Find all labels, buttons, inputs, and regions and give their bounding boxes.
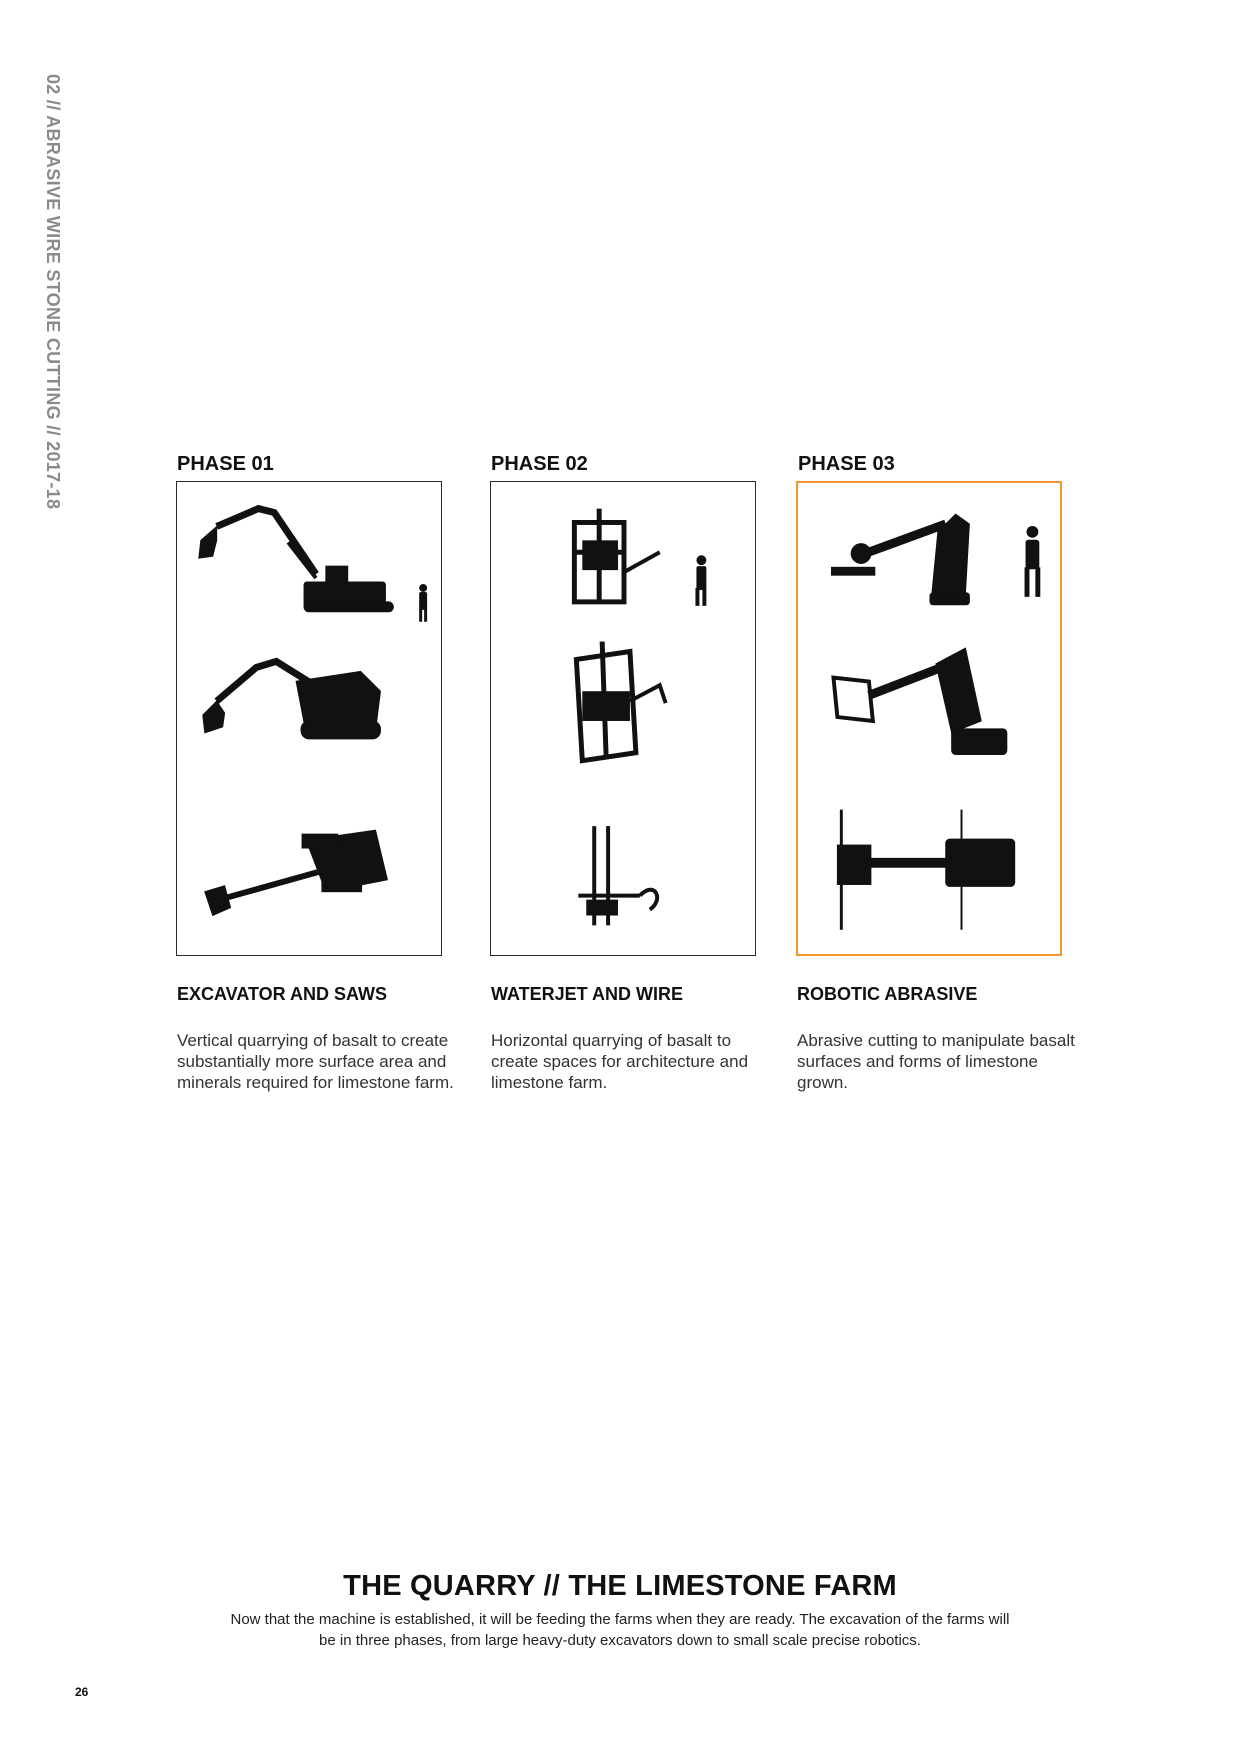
excavator-icon	[177, 482, 441, 955]
robot-arm-side-view	[831, 514, 969, 605]
excavator-side-view	[199, 509, 394, 612]
worker-silhouette-2	[695, 555, 706, 606]
robot-arm-perspective-view	[833, 648, 1006, 754]
excavator-top-view	[205, 830, 388, 915]
worker-silhouette-3	[1025, 526, 1041, 597]
phase-01-name: EXCAVATOR AND SAWS	[177, 984, 388, 1004]
worker-silhouette-1	[419, 584, 427, 622]
page-title: THE QUARRY // THE LIMESTONE FARM	[343, 1570, 897, 1602]
phase-01-illustration-panel	[176, 481, 442, 956]
phase-02-name: WATERJET AND WIRE	[491, 984, 683, 1004]
phase-03-label: PHASE 03	[798, 453, 895, 475]
phase-02-label: PHASE 02	[491, 453, 588, 475]
phase-01-description: Vertical quarrying of basalt to create substantially more surface area and minerals required for limestone farm.	[177, 1031, 454, 1092]
excavator-perspective-view	[203, 661, 381, 738]
document-side-title: 02 // ABRASIVE WIRE STONE CUTTING // 2017-18	[43, 74, 63, 510]
page-number: 26	[75, 1685, 89, 1699]
robot-arm-top-view	[837, 810, 1014, 930]
phase-02-description: Horizontal quarrying of basalt to create spaces for architecture and limestone farm.	[491, 1031, 749, 1092]
phase-02-illustration-panel	[490, 481, 756, 956]
phase-03-name: ROBOTIC ABRASIVE	[797, 984, 978, 1004]
intro-paragraph: Now that the machine is established, it will be feeding the farms when they are ready. The excavation of the farms will be in three phases, from large heavy-duty excavators down to small scale precise robotics.	[230, 1611, 1010, 1649]
phase-01-label: PHASE 01	[177, 453, 274, 475]
waterjet-frame-icon	[491, 482, 755, 955]
phase-03-illustration-panel	[796, 481, 1062, 956]
robot-arm-icon	[798, 483, 1060, 954]
phase-03-description: Abrasive cutting to manipulate basalt surfaces and forms of limestone grown.	[797, 1031, 1075, 1092]
